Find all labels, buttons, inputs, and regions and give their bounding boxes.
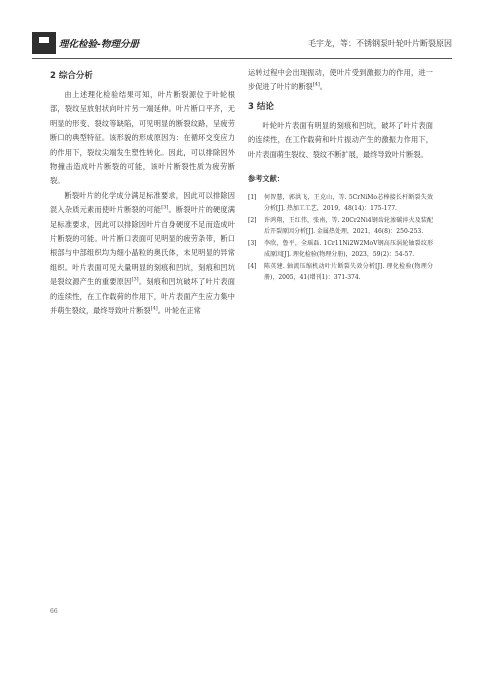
citation: [4] <box>150 305 158 312</box>
reference-item <box>248 215 433 237</box>
reference-number: [4] <box>248 263 257 271</box>
reference-text: 李欣，鲁平，全瑶磊. 1Cr11Ni2W2MoV钢高压涡轮轴裂纹形成原因[J]. 理化检验(物理分册)，2023，59(2)：54-57. <box>264 240 433 259</box>
reference-item <box>248 261 433 283</box>
reference-text: 何智慧，郭洪飞，王克山，等. 5CrNiMo芯棒接长杆断裂失效分析[J]. 热加工工艺，2019，48(14)：175-177. <box>264 194 433 213</box>
reference-text: 陈英建. 轴流压缩机动叶片断裂失效分析[J]. 理化检验(物理分册)，2005，41(增刊1)：371-374. <box>264 263 433 282</box>
page-number: 66 <box>50 608 58 615</box>
text-span: 。 <box>319 82 327 92</box>
text-span: 。叶轮在正常 <box>157 306 201 316</box>
reference-number: [2] <box>248 217 257 225</box>
left-column <box>50 66 235 319</box>
reference-number: [3] <box>248 240 257 248</box>
section-2-paragraph-2 <box>50 189 235 319</box>
reference-text: 许鸿翔，王红伟，张南，等. 20Cr2Ni4钢齿轮渗碳淬火及装配后开裂原因分析[J]. 金属热处理，2021，46(8)：250-253. <box>264 217 433 236</box>
reference-item <box>248 192 433 214</box>
text-span: 运转过程中会出现振动，使叶片受到激振力的作用，进一步促进了叶片的断裂 <box>248 68 433 92</box>
journal-logo <box>32 32 56 54</box>
citation: [4] <box>312 82 320 89</box>
right-column <box>248 66 433 284</box>
text-span: 断裂叶片的化学成分满足标准要求，因此可以排除因混入杂质元素而使叶片断裂的可能 <box>50 190 235 215</box>
section-2-title: 2 综合分析 <box>50 71 93 81</box>
reference-number: [1] <box>248 194 257 202</box>
citation: [3] <box>161 204 169 211</box>
continued-paragraph <box>248 66 433 95</box>
text-span: 。刻痕和凹坑破坏了叶片表面的连续性，在工作载荷的作用下，叶片表面产生应力集中并萌生裂纹，最终导致叶片断裂 <box>50 277 235 316</box>
journal-name: 理化检验-物理分册 <box>59 39 139 50</box>
citation: [3] <box>131 276 139 283</box>
section-2-paragraph-1: 由上述理化检验结果可知，叶片断裂源位于叶轮根部，裂纹呈放射状向叶片另一端延伸。叶片断口平齐，无明显的形变、裂纹等缺陷，可见明显的断裂纹路，呈疲劳断口的典型特征。该形貌的形成原因为：在循环交变应力的作用下，裂纹尖端发生塑性转化。因此，可以排除因外物撞击造成叶片断裂的可能，该叶片断裂性质为疲劳断裂。 <box>50 90 235 186</box>
header-rule <box>32 58 452 59</box>
text-span: 。断裂叶片的硬度满足标准要求，因此可以排除因叶片自身硬度不足而造成叶片断裂的可能。叶片断口表面可见明显的疲劳条带，断口根部与中部组织均为细小晶粒的奥氏体，未见明显的异常组织。叶片表面可见大量明显的刻痕和凹坑，刻痕和凹坑是裂纹源产生的重要原因 <box>50 205 235 287</box>
section-3-title: 3 结论 <box>248 101 274 112</box>
reference-list <box>248 192 433 283</box>
page-header <box>32 30 452 58</box>
references-title: 参考文献： <box>248 174 284 184</box>
running-title: 毛宇龙，等：不锈钢泵叶轮叶片断裂原因 <box>308 39 452 48</box>
reference-item <box>248 238 433 260</box>
conclusion-paragraph: 叶轮叶片表面有明显的刻痕和凹坑，破坏了叶片表面的连续性，在工作载荷和叶片振动产生的激振力作用下，叶片表面萌生裂纹、裂纹不断扩展，最终导致叶片断裂。 <box>248 120 433 159</box>
